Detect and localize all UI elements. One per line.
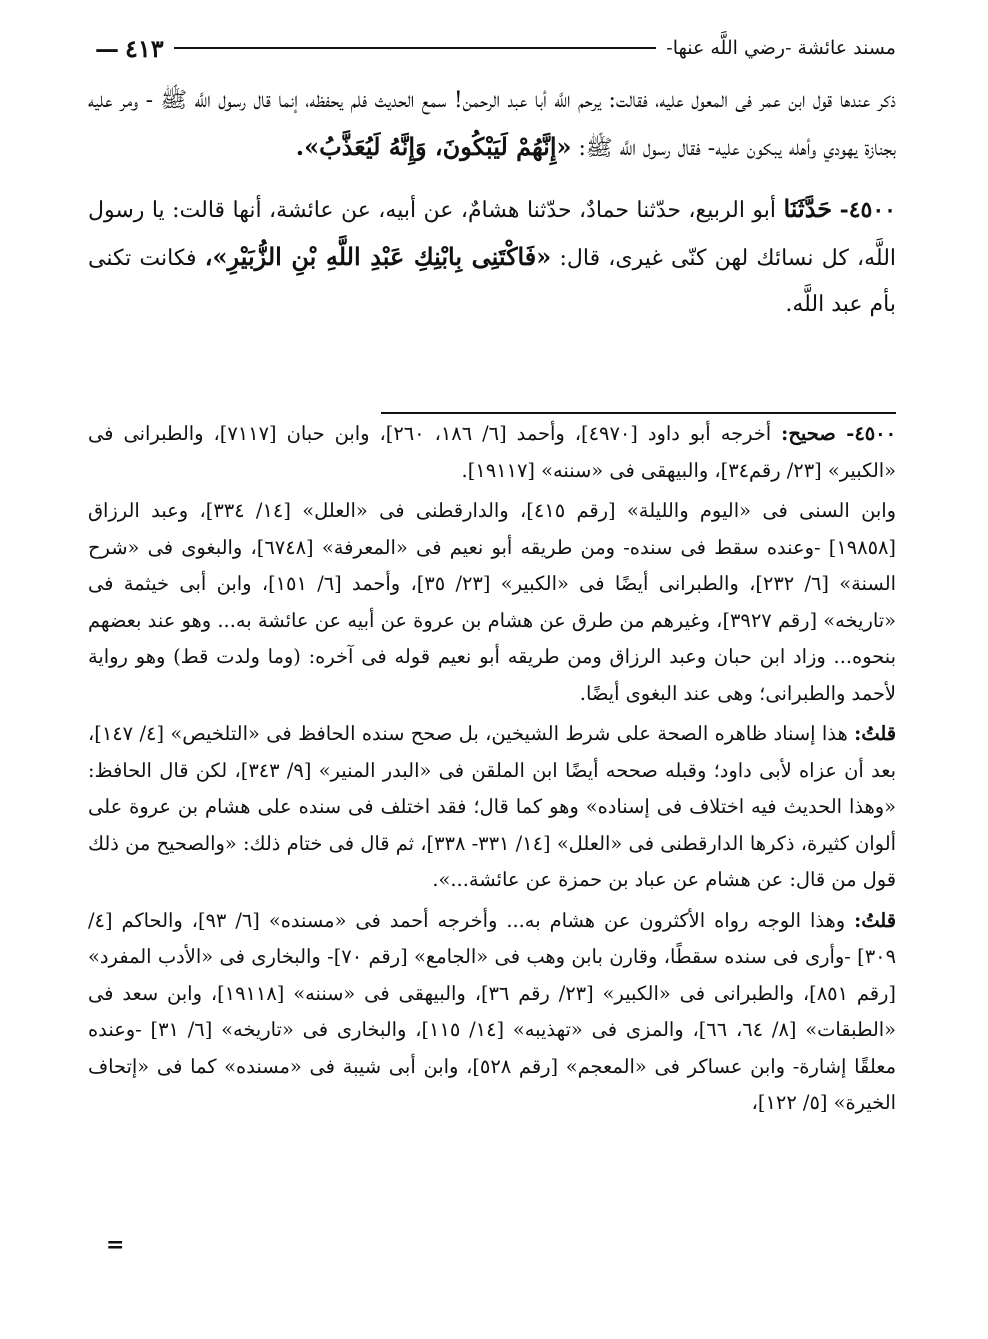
page-number: ٤١٣	[125, 33, 164, 63]
running-header	[95, 28, 896, 68]
hadith-number: ٤٥٠٠-	[839, 197, 896, 223]
continuation-mark: =	[106, 1232, 125, 1258]
footnote-takhrij	[88, 416, 896, 489]
footnotes	[88, 416, 896, 1122]
footnote-comment	[88, 716, 896, 899]
footnote-text: أخرجه أبو داود [٤٩٧٠]، وأحمد [٦/ ١٨٦، ٢٦٠]، وابن حبان [٧١١٧]، والطبرانى فى «الكبير» [٢٣/ رقم٣٤]، والبيهقى فى «سننه» [١٩١١٧].	[88, 422, 896, 482]
page-number-group	[95, 34, 164, 63]
footnote-divider	[381, 412, 896, 414]
footnote-text: وابن السنى فى «اليوم والليلة» [رقم ٤١٥]، والدارقطنى فى «العلل» [١٤/ ٣٣٤]، وعبد الرزاق [١٩٨٥٨] -وعنده سقط فى سنده- ومن طريقه أبو نعيم فى «المعرفة» [٦٧٤٨]، والبغوى فى «شرح السنة» [٦/ ٢٣٢]، والطبرانى أيضًا فى «الكبير» [٢٣/ ٣٥]، وأحمد [٦/ ١٥١]، وابن أبى خيثمة فى «تاريخه» [رقم ٣٩٢٧]، وغيرهم من طرق عن هشام بن عروة عن أبيه عن عائشة به... وهو عند بعضهم بنحوه... وزاد ابن حبان وعبد الرزاق ومن طريقه أبو نعيم قوله فى آخره: (وما ولدت قط) وهو رواية لأحمد والطبرانى؛ وهى عند البغوى أيضًا.	[88, 499, 897, 705]
main-text	[88, 78, 896, 328]
hadith-text: أبو الربيع، حدّثنا حمادٌ، حدّثنا هشامٌ، عن أبيه، عن عائشة، أنها قالت: يا رسول اللَّه، كل نسائك لهن كنّى غيرى، قال:	[88, 198, 897, 271]
hadith-ending: فكانت تكنى بأم عبد اللَّه.	[88, 246, 896, 317]
footnote-text: هذا إسناد ظاهره الصحة على شرط الشيخين، بل صحح سنده الحافظ فى «التلخيص» [٤/ ١٤٧]، بعد أن عزاه لأبى داود؛ وقبله صححه أيضًا ابن الملقن فى «البدر المنير» [٩/ ٣٤٣]، لكن قال الحافظ: «وهذا الحديث فيه اختلاف فى إسناده» وهو كما قال؛ فقد اختلف فى سنده على هشام بن عروة على ألوان كثيرة، ذكرها الدارقطنى فى «العلل» [١٤/ ٣٣١- ٣٣٨]، ثم قال فى ختام ذلك: «والصحيح من ذلك قول من قال: عن هشام عن عباد بن حمزة عن عائشة...».	[88, 722, 896, 891]
hadith-lead: حَدَّثَنَا	[783, 194, 833, 223]
header-title: مسند عائشة -رضي اللَّه عنها-	[666, 37, 896, 59]
footnote-paragraph	[88, 493, 896, 712]
hadith-4500	[88, 186, 896, 328]
header-rule	[174, 47, 657, 49]
hadith-quote: «إِنَّهُمْ لَيَبْكُونَ، وَإِنَّهُ لَيُعَذَّبُ».	[295, 132, 572, 161]
footnote-label: قلتُ:	[854, 908, 896, 932]
footnote-text: وهذا الوجه رواه الأكثرون عن هشام به... وأخرجه أحمد فى «مسنده» [٦/ ٩٣]، والحاكم [٤/ ٣٠٩] -وأرى فى سنده سقطًا، وقارن بابن وهب فى «الجامع» [رقم ٧٠]- والبخارى فى «الأدب المفرد» [رقم ٨٥١]، والطبرانى فى «الكبير» [٢٣/ رقم ٣٦]، والبيهقى فى «سننه» [١٩١١٨]، وابن سعد فى «الطبقات» [٨/ ٦٤، ٦٦]، والمزى فى «تهذيبه» [١٤/ ١١٥]، والبخارى فى «تاريخه» [٦/ ٣١] -وعنده معلقًا إشارة- وابن عساكر فى «المعجم» [رقم ٥٢٨]، وابن أبى شيبة فى «مسنده» كما فى «إتحاف الخيرة» [٥/ ١٢٢]،	[88, 908, 897, 1114]
footnote-comment	[88, 903, 896, 1122]
hadith-paragraph	[88, 78, 896, 172]
hadith-quote: «فَاكْتَنِى بِابْنِكِ عَبْدِ اللَّهِ بْنِ الزُّبَيْرِ»،	[204, 242, 552, 271]
footnote-label: ٤٥٠٠- صحيح:	[781, 422, 896, 445]
footnote-label: قلتُ:	[854, 722, 897, 745]
hadith-text: ذكر عندها قول ابن عمر فى المعول عليه، فقالت: يرحم اللَّه أبا عبد الرحمن! سمع الحديث فلم يحفظه، إنما قال رسول اللَّه ﷺ - ومر عليه بجنازة يهودي وأهله يبكون عليه- فقال رسول اللَّه ﷺ:	[88, 88, 896, 161]
page-number-dash: —	[95, 33, 119, 63]
